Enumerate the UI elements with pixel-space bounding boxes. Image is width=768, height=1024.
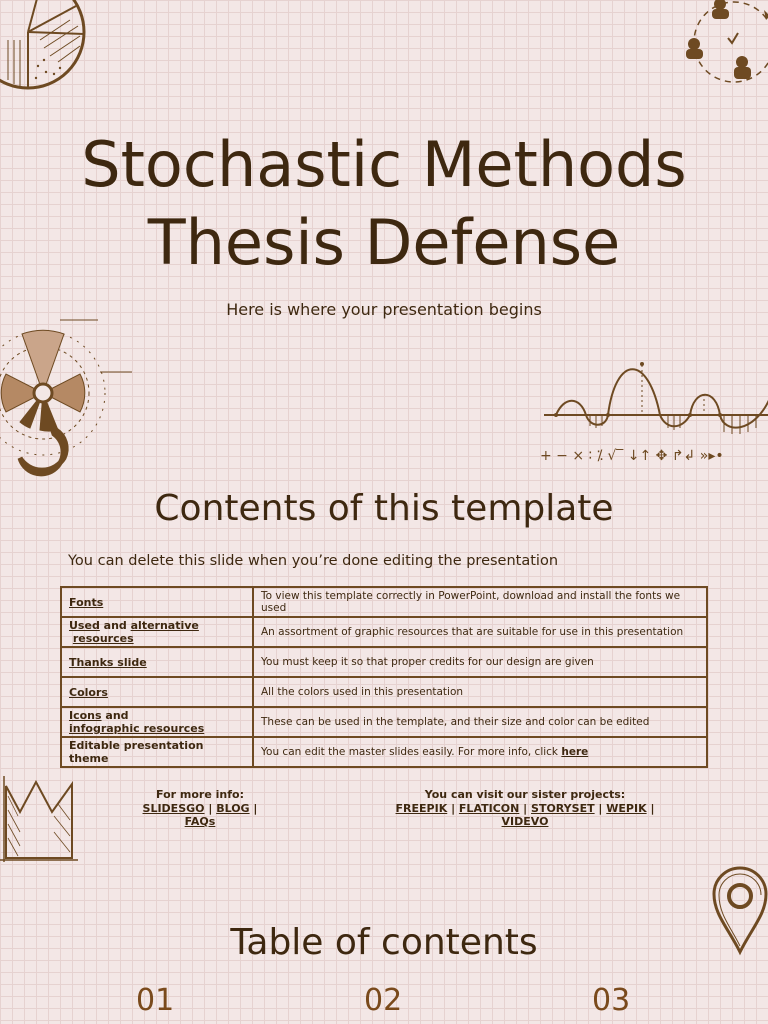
pie-chart-doodle-icon [0,0,90,92]
presentation-subtitle: Here is where your presentation begins [226,300,542,319]
link-separator: | [204,801,217,815]
table-row [61,737,707,767]
flaticon-link[interactable]: FLATICON [458,801,520,815]
used-link[interactable]: Used [69,619,100,632]
row-description: To view this template correctly in PowerPoint, download and install the fonts we used [253,587,707,617]
toc-number-01: 01 [136,983,175,1018]
icons-link[interactable]: Icons [69,709,102,722]
presentation-title [0,126,768,282]
crown-graph-doodle-icon [0,776,80,866]
radial-chart-doodle-icon [0,318,134,498]
wepik-link[interactable]: WEPIK [606,801,647,815]
row-description: You must keep it so that proper credits for our design are given [253,647,707,677]
thanks-slide-link[interactable]: Thanks slide [69,655,147,669]
sister-projects-label: You can visit our sister projects: [424,788,626,801]
row-description: These can be used in the template, and their size and color can be edited [253,707,707,737]
row-name-fonts[interactable] [61,587,253,617]
link-separator: | [646,801,655,815]
here-link[interactable]: here [561,746,589,758]
and-text: and [101,709,129,722]
row-name-icons [61,707,253,737]
more-info-label: For more info: [156,788,244,801]
table-row [61,647,707,677]
table-row [61,677,707,707]
title-line-1: Stochastic Methods [81,128,687,201]
theme-description: You can edit the master slides easily. For more info, click [261,746,562,758]
row-description [253,737,707,767]
freepik-link[interactable]: FREEPIK [395,801,448,815]
wave-graph-doodle-icon [544,360,768,430]
blog-link[interactable]: BLOG [216,801,250,815]
faqs-link[interactable]: FAQs [184,815,216,828]
slidesgo-link[interactable]: SLIDESGO [142,801,205,815]
alternative-link[interactable]: alternative [130,619,199,632]
table-row [61,587,707,617]
resources-table [60,586,708,768]
link-separator: | [519,801,532,815]
videvo-link[interactable]: VIDEVO [501,815,549,828]
colors-link[interactable]: Colors [69,685,108,699]
link-separator: | [594,801,607,815]
link-separator: | [249,801,258,815]
row-description: An assortment of graphic resources that are suitable for use in this presentation [253,617,707,647]
and-text: and [99,619,131,632]
row-name-theme: Editable presentation theme [61,737,253,767]
people-cycle-doodle-icon [680,0,768,92]
link-separator: | [447,801,459,815]
math-symbols-row: + − × ∶ ⁒ √‾ ↓↑ ✥ ↱↲ »▸• [540,448,724,464]
infographic-resources-link[interactable]: infographic resources [69,722,205,735]
row-name-thanks [61,647,253,677]
toc-number-02: 02 [364,983,403,1018]
title-line-2: Thesis Defense [147,206,621,279]
sister-projects-block [380,788,670,829]
table-row [61,707,707,737]
fonts-link[interactable]: Fonts [69,595,104,609]
toc-heading: Table of contents [230,922,538,963]
more-info-block [130,788,270,829]
row-name-used-resources [61,617,253,647]
resources-link[interactable]: resources [72,632,134,645]
contents-heading: Contents of this template [154,488,614,529]
row-description: All the colors used in this presentation [253,677,707,707]
storyset-link[interactable]: STORYSET [531,801,595,815]
row-name-colors [61,677,253,707]
contents-note: You can delete this slide when you’re done editing the presentation [68,553,559,569]
toc-number-03: 03 [592,983,631,1018]
table-row [61,617,707,647]
